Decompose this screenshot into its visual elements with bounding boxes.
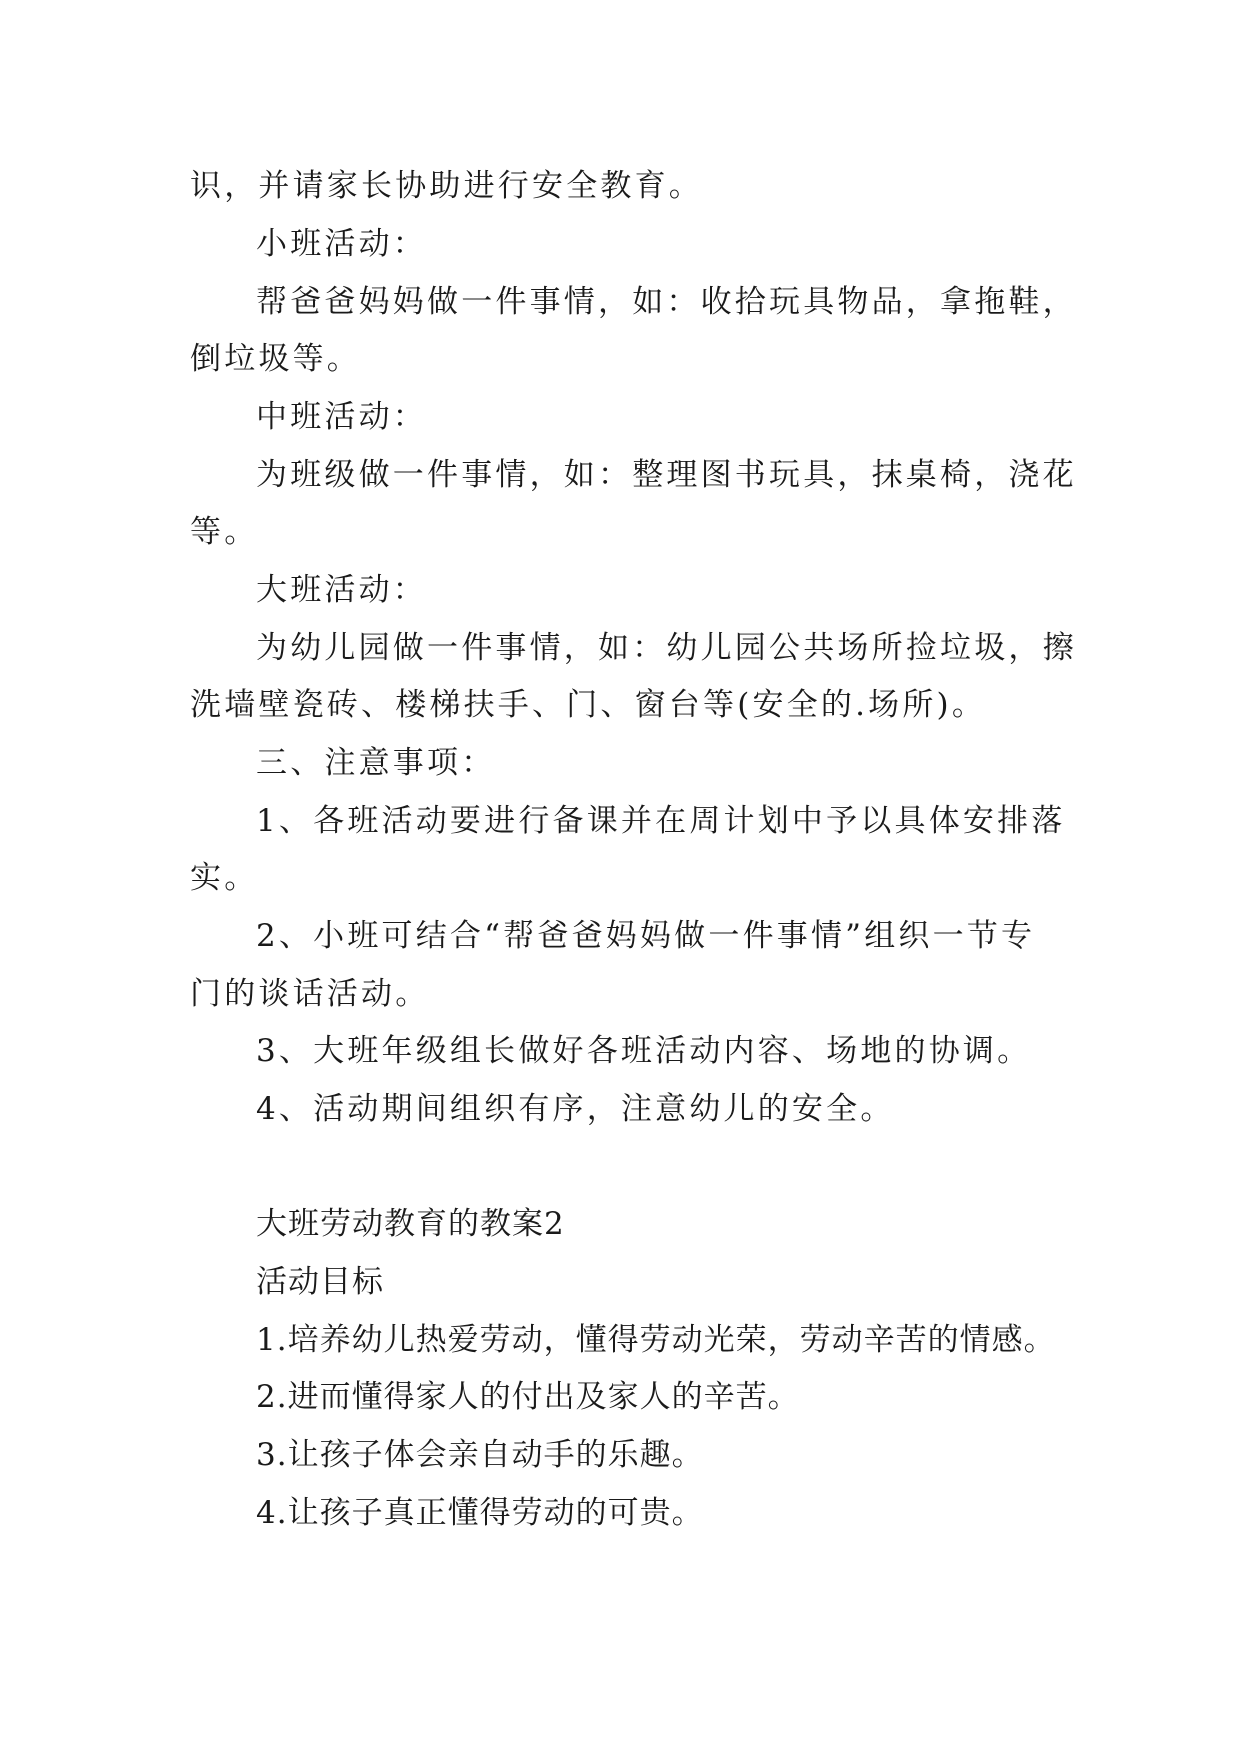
note-4: 4、活动期间组织有序，注意幼儿的安全。 xyxy=(256,1091,895,1127)
middle-class-text-line1: 为班级做一件事情，如：整理图书玩具，抹桌椅，浇花 xyxy=(256,457,1077,493)
paragraph-continuation: 识，并请家长协助进行安全教育。 xyxy=(190,168,703,204)
lesson-plan-title: 大班劳动教育的教案2 xyxy=(256,1206,565,1242)
note-1-line2: 实。 xyxy=(190,860,259,896)
goal-1: 1.培养幼儿热爱劳动，懂得劳动光荣，劳动辛苦的情感。 xyxy=(256,1322,1056,1358)
goal-3: 3.让孩子体会亲自动手的乐趣。 xyxy=(256,1437,704,1473)
small-class-text-line1: 帮爸爸妈妈做一件事情，如：收拾玩具物品，拿拖鞋， xyxy=(256,284,1077,320)
note-1-line1: 1、各班活动要进行备课并在周计划中予以具体安排落 xyxy=(256,803,1066,839)
large-class-text-line2: 洗墙壁瓷砖、楼梯扶手、门、窗台等(安全的.场所)。 xyxy=(190,687,987,723)
middle-class-heading: 中班活动： xyxy=(256,399,427,435)
note-2-line1: 2、小班可结合“帮爸爸妈妈做一件事情”组织一节专 xyxy=(256,918,1036,954)
goal-2: 2.进而懂得家人的付出及家人的辛苦。 xyxy=(256,1379,800,1415)
large-class-heading: 大班活动： xyxy=(256,572,427,608)
large-class-text-line1: 为幼儿园做一件事情，如：幼儿园公共场所捡垃圾，擦 xyxy=(256,630,1077,666)
note-2-line2: 门的谈话活动。 xyxy=(190,976,430,1012)
small-class-heading: 小班活动： xyxy=(256,226,427,262)
goal-4: 4.让孩子真正懂得劳动的可贵。 xyxy=(256,1495,704,1531)
notes-heading: 三、注意事项： xyxy=(256,745,496,781)
goals-heading: 活动目标 xyxy=(256,1264,384,1300)
middle-class-text-line2: 等。 xyxy=(190,514,259,550)
small-class-text-line2: 倒垃圾等。 xyxy=(190,341,361,377)
note-3: 3、大班年级组长做好各班活动内容、场地的协调。 xyxy=(256,1033,1032,1069)
